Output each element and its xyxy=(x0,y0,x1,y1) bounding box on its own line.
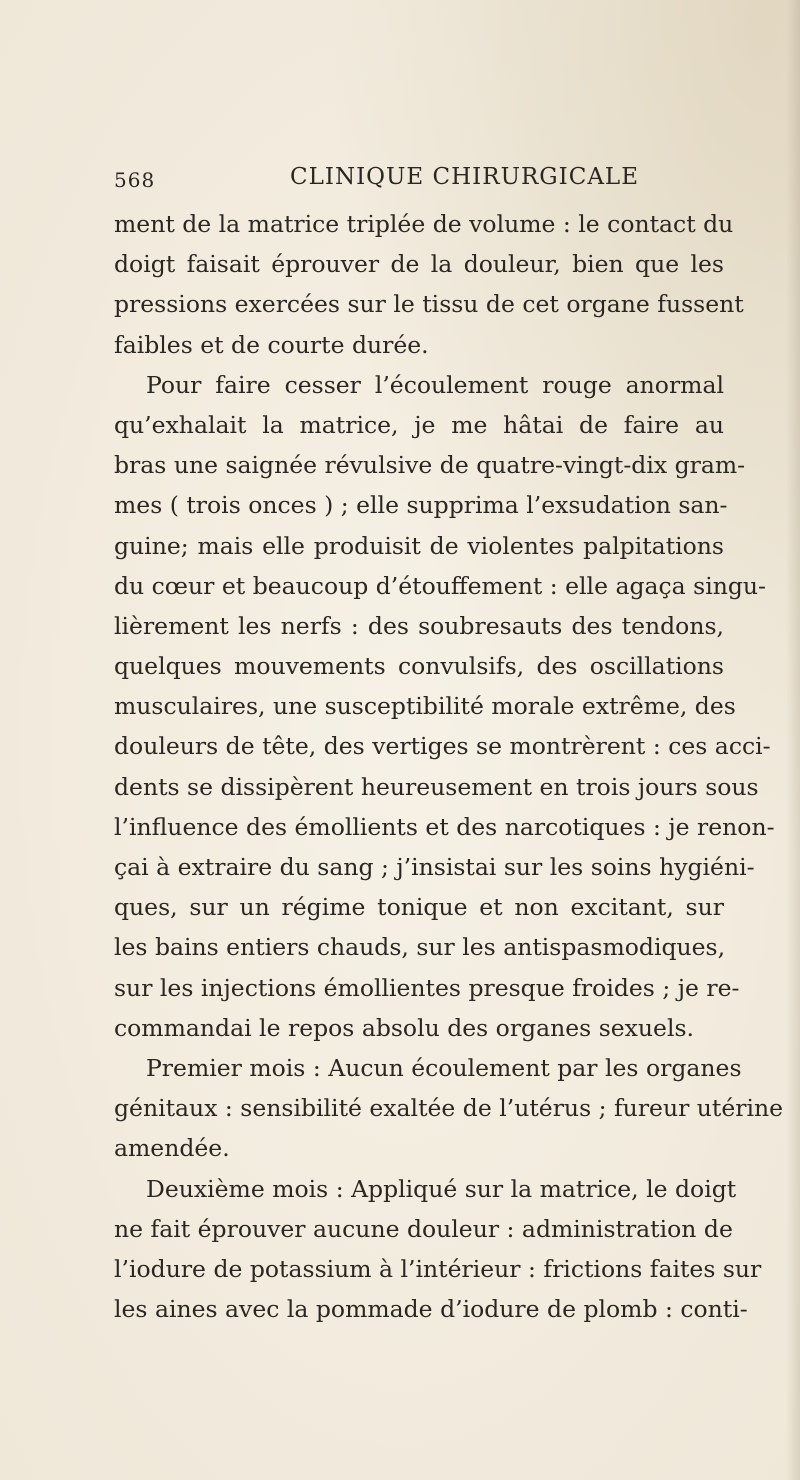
text-line: commandai le repos absolu des organes sexuels. xyxy=(114,1013,694,1042)
text-line: les aines avec la pommade d’iodure de plomb : conti- xyxy=(114,1295,748,1324)
text-line: Premier mois : Aucun écoulement par les organes xyxy=(146,1053,742,1082)
text-line: musculaires, une susceptibilité morale extrême, des xyxy=(114,692,736,721)
text-line: mes ( trois onces ) ; elle supprima l’exsudation san- xyxy=(114,491,728,520)
text-line: qu’exhalait la matrice, je me hâtai de faire au xyxy=(114,410,724,439)
text-line: douleurs de tête, des vertiges se montrèrent : ces acci- xyxy=(114,732,771,761)
text-line: amendée. xyxy=(114,1134,230,1163)
text-line: bras une saignée révulsive de quatre-vingt-dix gram- xyxy=(114,451,746,480)
running-title: CLINIQUE CHIRURGICALE xyxy=(290,164,639,190)
running-header xyxy=(114,164,674,194)
text-line: l’iodure de potassium à l’intérieur : frictions faites sur xyxy=(114,1254,762,1283)
text-line: ment de la matrice triplée de volume : le contact du xyxy=(114,210,734,238)
text-line: ne fait éprouver aucune douleur : administration de xyxy=(114,1214,733,1243)
text-line: lièrement les nerfs : des soubresauts des tendons, xyxy=(114,611,724,640)
body-text xyxy=(114,204,784,1329)
text-line: pressions exercées sur le tissu de cet organe fussent xyxy=(114,290,744,319)
text-line: Deuxième mois : Appliqué sur la matrice, le doigt xyxy=(146,1174,737,1203)
text-line: sur les injections émollientes presque froides ; je re- xyxy=(114,973,740,1002)
text-line: faibles et de courte durée. xyxy=(114,330,429,359)
text-line: l’influence des émollients et des narcotiques : je renon- xyxy=(114,812,775,841)
text-line: doigt faisait éprouver de la douleur, bien que les xyxy=(114,250,724,279)
page-number: 568 xyxy=(114,168,156,192)
text-line: génitaux : sensibilité exaltée de l’utérus ; fureur utérine xyxy=(114,1094,784,1123)
text-line: guine; mais elle produisit de violentes palpitations xyxy=(114,531,724,560)
text-line: quelques mouvements convulsifs, des oscillations xyxy=(114,652,724,681)
page-edge-shadow xyxy=(786,0,800,1480)
text-line: du cœur et beaucoup d’étouffement : elle agaça singu- xyxy=(114,571,766,600)
text-line: dents se dissipèrent heureusement en trois jours sous xyxy=(114,772,759,801)
text-line: ques, sur un régime tonique et non excitant, sur xyxy=(114,893,724,922)
text-line: les bains entiers chauds, sur les antispasmodiques, xyxy=(114,933,726,962)
text-line: çai à extraire du sang ; j’insistai sur les soins hygiéni- xyxy=(114,853,755,881)
text-line: Pour faire cesser l’écoulement rouge anormal xyxy=(146,370,724,399)
